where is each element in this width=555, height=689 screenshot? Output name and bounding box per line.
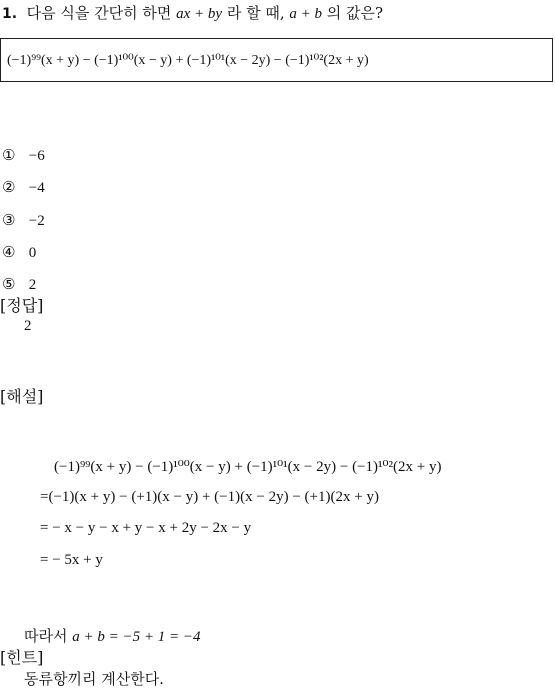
- solution-line-4: = − 5x + y: [40, 552, 103, 568]
- choice-2-mark: ②: [2, 178, 16, 196]
- conclusion-expr: a + b = −5 + 1 = −4: [72, 629, 201, 645]
- choice-4[interactable]: [2, 243, 36, 262]
- choice-1-value: −6: [28, 148, 45, 164]
- question-expr-axby: ax + by: [176, 6, 223, 22]
- choice-3[interactable]: [2, 211, 45, 230]
- answer-value: 2: [24, 318, 32, 334]
- choice-3-mark: ③: [2, 211, 16, 229]
- choice-4-value: 0: [28, 245, 37, 261]
- solution-line-3: = − x − y − x + y − x + 2y − 2x − y: [40, 520, 252, 536]
- solution-conclusion: [24, 625, 201, 646]
- choice-5-value: 2: [28, 277, 37, 293]
- choice-3-value: −2: [28, 213, 45, 229]
- choice-1-mark: ①: [2, 146, 16, 164]
- choice-4-mark: ④: [2, 243, 16, 261]
- question-prompt-end: 의 값은?: [326, 4, 384, 22]
- expression-box: [0, 38, 553, 82]
- conclusion-text: 따라서: [24, 627, 68, 645]
- question-line: [2, 2, 383, 23]
- choice-5-mark: ⑤: [2, 275, 16, 293]
- choice-1[interactable]: [2, 146, 45, 165]
- question-expr-aplusb: a + b: [289, 6, 323, 22]
- choice-2[interactable]: [2, 178, 45, 197]
- question-prompt-mid: 라 할 때,: [226, 4, 285, 22]
- solution-label: [해설]: [0, 387, 44, 406]
- solution-line-1: (−1)⁹⁹(x + y) − (−1)¹⁰⁰(x − y) + (−1)¹⁰¹(x − 2y) − (−1)¹⁰²(2x + y): [54, 459, 442, 475]
- solution-line-2: =(−1)(x + y) − (+1)(x − y) + (−1)(x − 2y) − (+1)(2x + y): [40, 489, 379, 505]
- expression-box-text: (−1)⁹⁹(x + y) − (−1)¹⁰⁰(x − y) + (−1)¹⁰¹(x − 2y) − (−1)¹⁰²(2x + y): [7, 53, 369, 68]
- question-number: 1.: [2, 6, 18, 22]
- choice-5[interactable]: [2, 275, 36, 294]
- choice-2-value: −4: [28, 180, 45, 196]
- hint-label: [힌트]: [0, 648, 44, 667]
- hint-text: 동류항끼리 계산한다.: [24, 670, 164, 688]
- question-prompt-start: 다음 식을 간단히 하면: [26, 4, 172, 22]
- answer-label: [정답]: [0, 296, 44, 315]
